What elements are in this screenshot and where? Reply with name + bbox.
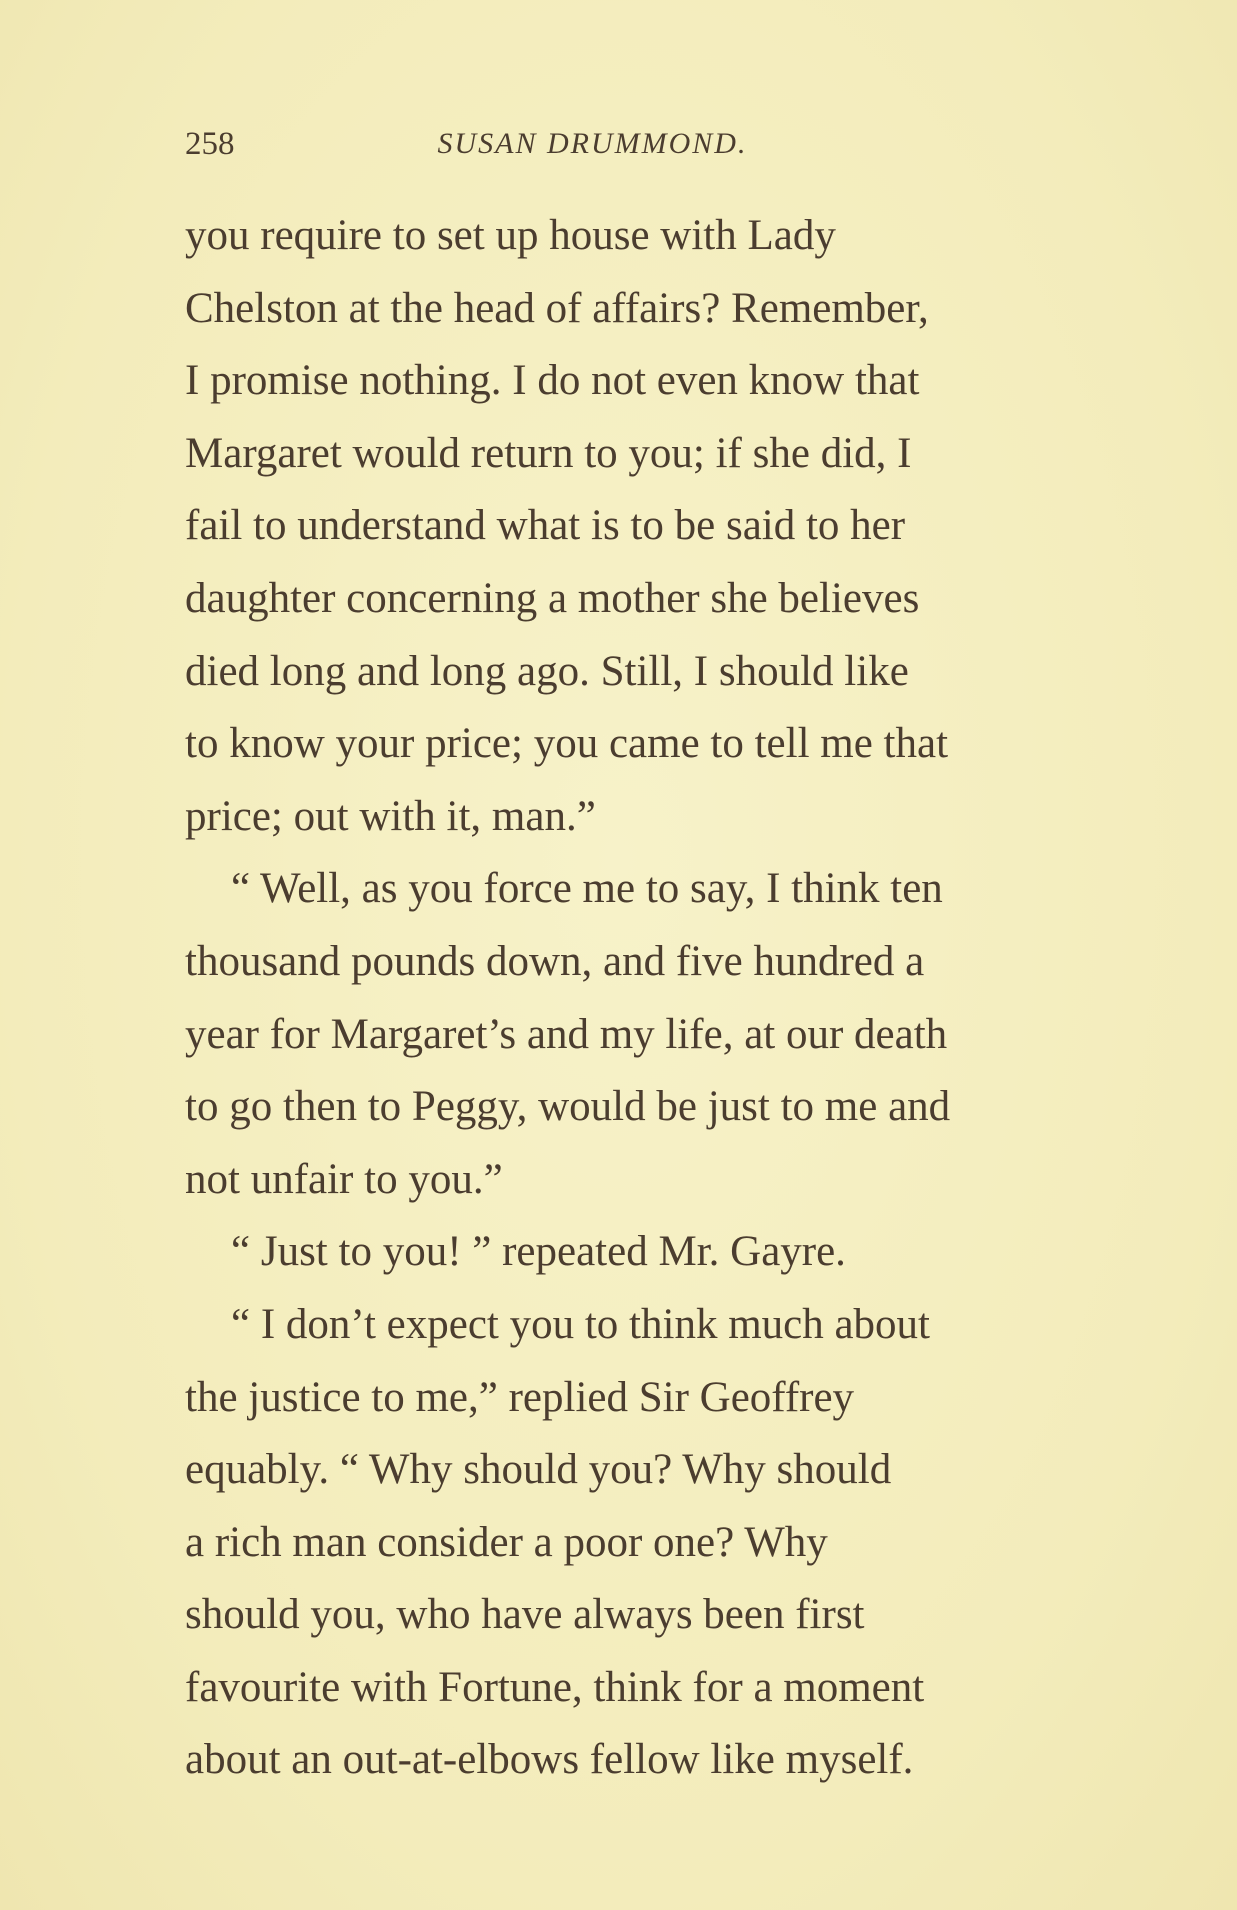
text-line: you require to set up house with Lady (185, 212, 836, 259)
paragraph-start-line: “ I don’t expect you to think much about (231, 1300, 931, 1348)
text-line: died long and long ago. Still, I should like (185, 647, 909, 695)
text-line: favourite with Fortune, think for a moment (185, 1663, 925, 1711)
text-line: year for Margaret’s and my life, at our death (185, 1010, 948, 1058)
page-number: 258 (185, 126, 235, 162)
running-title: SUSAN DRUMMOND. (437, 127, 748, 160)
text-line: thousand pounds down, and five hundred a (185, 937, 925, 985)
text-line: price; out with it, man.” (185, 792, 596, 840)
text-line: fail to understand what is to be said to her (185, 502, 906, 550)
body-text (185, 200, 1165, 1797)
text-line: to know your price; you came to tell me that (185, 720, 949, 768)
text-line: should you, who have always been first (185, 1591, 865, 1639)
paragraph-start-line: “ Well, as you force me to say, I think ten (231, 865, 943, 913)
text-line: about an out-at-elbows fellow like myself. (185, 1736, 914, 1784)
text-line: to go then to Peggy, would be just to me and (185, 1083, 951, 1131)
text-line: daughter concerning a mother she believes (185, 574, 920, 622)
text-line: not unfair to you.” (185, 1155, 503, 1203)
text-line: I promise nothing. I do not even know that (185, 357, 920, 405)
text-line: equably. “ Why should you? Why should (185, 1446, 892, 1494)
text-line: the justice to me,” replied Sir Geoffrey (185, 1373, 855, 1421)
text-line: Margaret would return to you; if she did, I (185, 429, 912, 477)
running-head (185, 124, 1000, 164)
paragraph-start-line: “ Just to you! ” repeated Mr. Gayre. (231, 1228, 846, 1276)
text-line: Chelston at the head of affairs? Remember, (185, 284, 929, 332)
text-line: a rich man consider a poor one? Why (185, 1518, 828, 1566)
